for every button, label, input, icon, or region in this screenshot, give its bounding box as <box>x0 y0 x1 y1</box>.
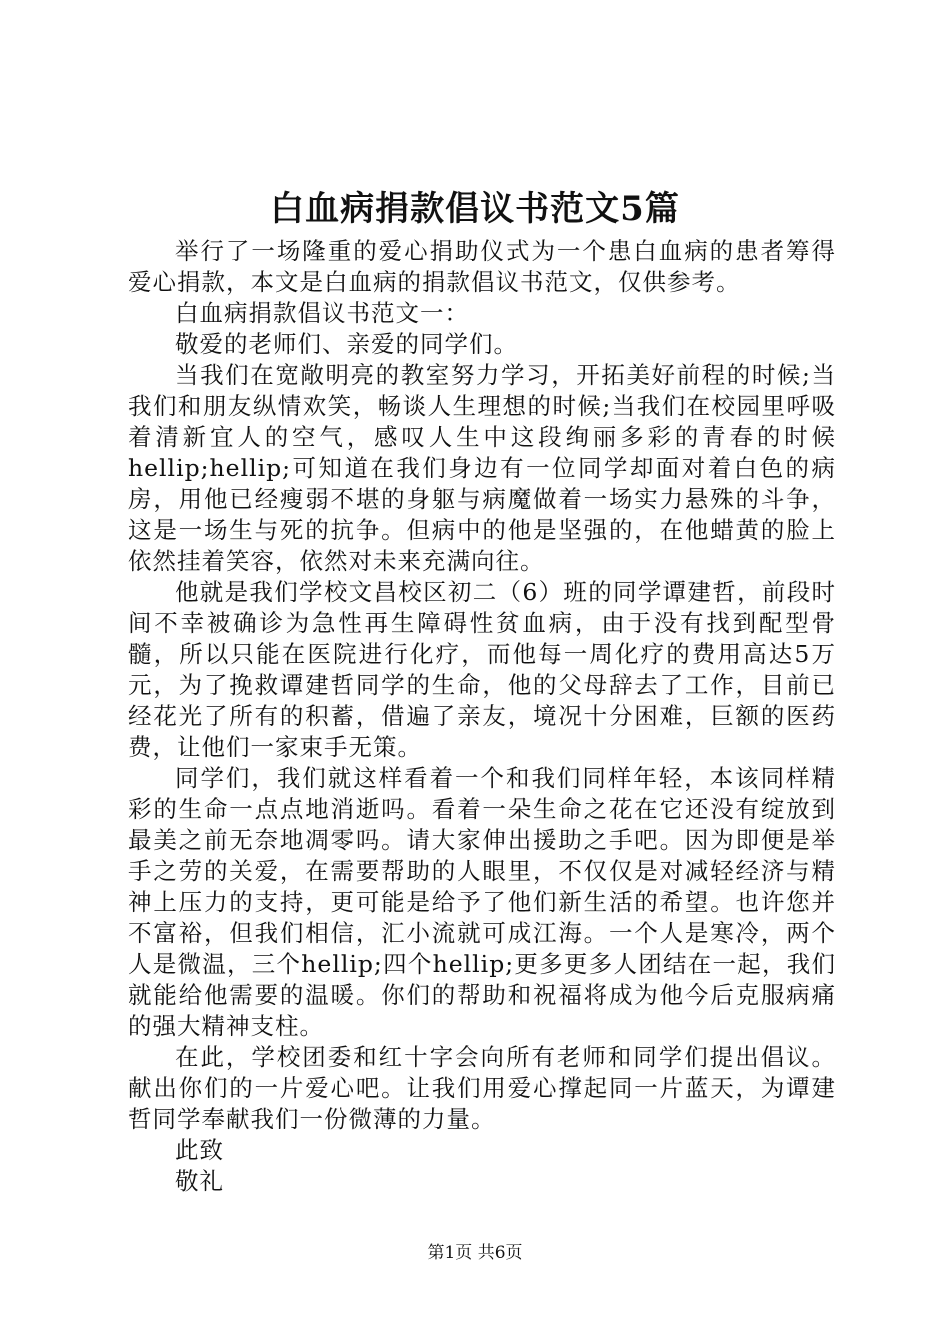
body-paragraph: 他就是我们学校文昌校区初二（6）班的同学谭建哲，前段时间不幸被确诊为急性再生障碍性贫血病，由于没有找到配型骨髓，所以只能在医院进行化疗，而他每一周化疗的费用高达5万元，为了挽救谭建哲同学的生命，他的父母辞去了工作，目前已经花光了所有的积蓄，借遍了亲友，境况十分困难，巨额的医药费，让他们一家束手无策。 <box>128 578 836 761</box>
body-paragraph: 当我们在宽敞明亮的教室努力学习，开拓美好前程的时候;当我们和朋友纵情欢笑，畅谈人生理想的时候;当我们在校园里呼吸着清新宜人的空气，感叹人生中这段绚丽多彩的青春的时候hellip;hellip;可知道在我们身边有一位同学却面对着白色的病房，用他已经瘦弱不堪的身躯与病魔做着一场实力悬殊的斗争，这是一场生与死的抗争。但病中的他是坚强的，在他蜡黄的脸上依然挂着笑容，依然对未来充满向往。 <box>128 361 836 575</box>
greeting: 敬爱的老师们、亲爱的同学们。 <box>175 330 518 358</box>
document-title: 白血病捐款倡议书范文5篇 <box>270 189 680 229</box>
page-number: 第1页 共6页 <box>427 1243 523 1263</box>
document-body <box>128 236 836 1197</box>
closing-line: 此致 <box>175 1136 224 1164</box>
intro-paragraph: 举行了一场隆重的爱心捐助仪式为一个患白血病的患者筹得爱心捐款，本文是白血病的捐款倡议书范文，仅供参考。 <box>128 237 836 296</box>
body-paragraph: 在此，学校团委和红十字会向所有老师和同学们提出倡议。献出你们的一片爱心吧。让我们用爱心撑起同一片蓝天，为谭建哲同学奉献我们一份微薄的力量。 <box>128 1043 836 1133</box>
body-paragraph: 同学们，我们就这样看着一个和我们同样年轻，本该同样精彩的生命一点点地消逝吗。看着一朵生命之花在它还没有绽放到最美之前无奈地凋零吗。请大家伸出援助之手吧。因为即便是举手之劳的关爱，在需要帮助的人眼里，不仅仅是对减轻经济与精神上压力的支持，更可能是给予了他们新生活的希望。也许您并不富裕，但我们相信，汇小流就可成江海。一个人是寒冷，两个人是微温，三个hellip;四个hellip;更多更多人团结在一起，我们就能给他需要的温暖。你们的帮助和祝福将成为他今后克服病痛的强大精神支柱。 <box>128 764 836 1040</box>
section-heading: 白血病捐款倡议书范文一： <box>175 299 469 327</box>
closing-salutation: 敬礼 <box>175 1167 224 1195</box>
